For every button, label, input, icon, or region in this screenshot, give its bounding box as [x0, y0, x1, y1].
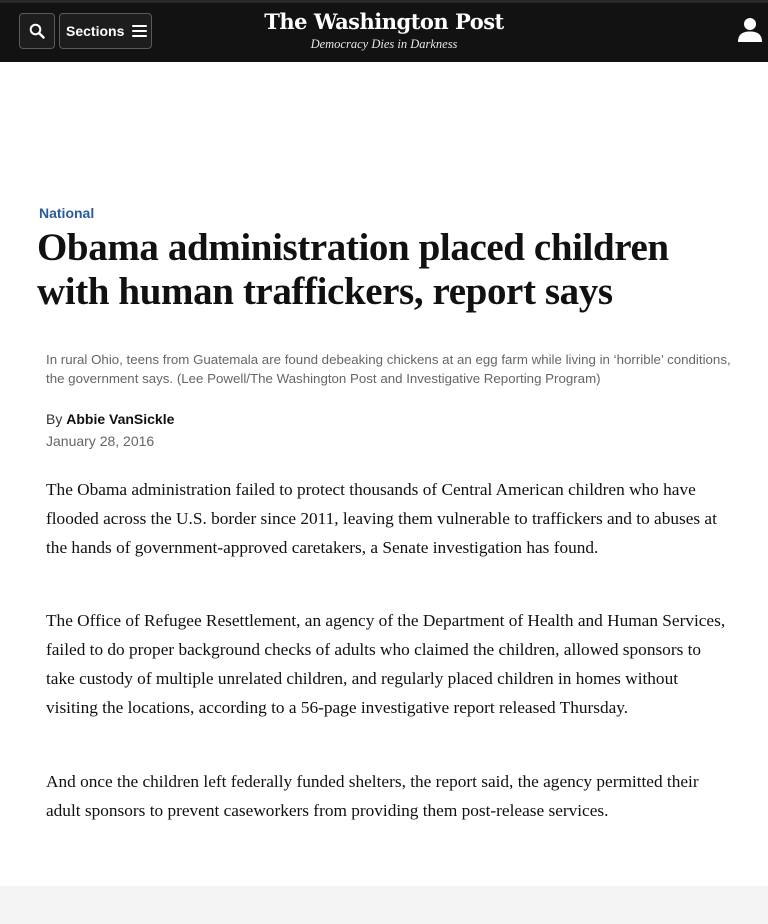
brand-logo[interactable] — [234, 8, 534, 52]
body-paragraph: And once the children left federally funded shelters, the report said, the agency permitted their adult sponsors to prevent caseworkers from providing them post-release services. — [46, 772, 699, 820]
search-icon — [29, 23, 45, 39]
body-paragraph: The Office of Refugee Resettlement, an agency of the Department of Health and Human Services, failed to do proper background checks of adults who claimed the children, allowed sponsors to take custody of multiple unrelated children, and regularly placed children in homes without visiting the locations, according to a 56-page investigative report released Thursday. — [46, 611, 726, 717]
author-link[interactable]: Abbie VanSickle — [66, 411, 175, 427]
article-headline: Obama administration placed children with human traffickers, report says — [37, 226, 669, 313]
sections-button[interactable] — [59, 13, 152, 49]
section-kicker[interactable]: National — [39, 205, 95, 221]
header-top-edge — [0, 0, 768, 3]
body-paragraph: The Obama administration failed to protect thousands of Central American children who have flooded across the U.S. border since 2011, leaving them vulnerable to traffickers and to abuses at the hands of government-approved caretakers, a Senate investigation has found. — [46, 480, 717, 557]
hamburger-icon — [132, 25, 147, 37]
byline-prefix: By — [46, 411, 63, 427]
user-icon[interactable] — [736, 17, 764, 43]
search-button[interactable] — [19, 13, 55, 49]
brand-tagline: Democracy Dies in Darkness — [310, 37, 458, 51]
site-header — [0, 0, 768, 62]
photo-caption: In rural Ohio, teens from Guatemala are found debeaking chickens at an egg farm while living in ‘horrible’ conditions, the government says. (Lee Powell/The Washington Post and Investigative Reporting Program) — [46, 352, 731, 386]
page-footer-band — [0, 886, 768, 924]
publish-date: January 28, 2016 — [46, 433, 155, 449]
brand-name: The Washington Post — [264, 9, 504, 34]
sections-label: Sections — [66, 23, 125, 39]
byline — [46, 409, 174, 429]
